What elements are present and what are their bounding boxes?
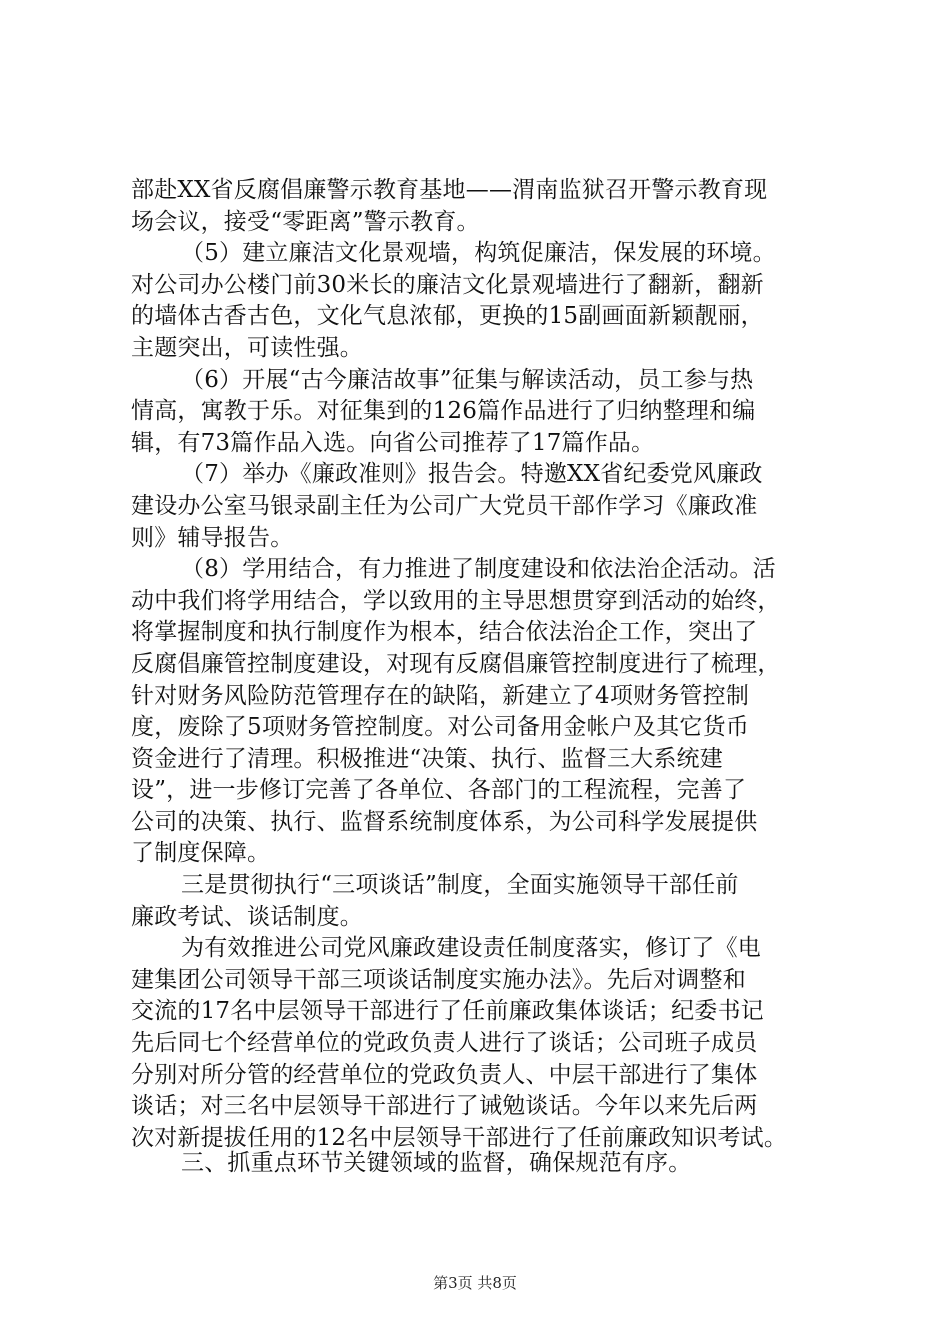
paragraph-line: 交流的17名中层领导干部进行了任前廉政集体谈话；纪委书记	[131, 998, 764, 1025]
document-body	[131, 175, 831, 1154]
paragraph-line: 设”，进一步修订完善了各单位、各部门的工程流程，完善了	[131, 777, 747, 804]
paragraph-line: 将掌握制度和执行制度作为根本，结合依法治企工作，突出了	[131, 619, 758, 646]
paragraph-line: 为有效推进公司党风廉政建设责任制度落实，修订了《电	[181, 935, 761, 962]
paragraph-line: （5）建立廉洁文化景观墙，构筑促廉洁，保发展的环境。	[181, 240, 776, 267]
paragraph-line: （8）学用结合，有力推进了制度建设和依法治企活动。活	[181, 556, 776, 583]
paragraph-line: 资金进行了清理。积极推进“决策、执行、监督三大系统建	[131, 745, 723, 772]
paragraph-line: 的墙体古香古色，文化气息浓郁，更换的15副画面新颖靓丽，	[131, 303, 764, 330]
paragraph-line: （6）开展“古今廉洁故事”征集与解读活动，员工参与热	[181, 366, 754, 393]
paragraph-line: 了制度保障。	[131, 840, 271, 867]
paragraph-line: （7）举办《廉政准则》报告会。特邀XX省纪委党风廉政	[181, 461, 763, 488]
paragraph-line: 部赴XX省反腐倡廉警示教育基地——渭南监狱召开警示教育现	[131, 177, 768, 203]
paragraph-line: 辑，有73篇作品入选。向省公司推荐了17篇作品。	[131, 429, 655, 456]
paragraph-line: 谈话；对三名中层领导干部进行了诫勉谈话。今年以来先后两	[131, 1093, 758, 1120]
paragraph-line: 公司的决策、执行、监督系统制度体系，为公司科学发展提供	[131, 808, 758, 835]
paragraph-line: 主题突出，可读性强。	[131, 334, 363, 361]
paragraph-line: 廉政考试、谈话制度。	[131, 903, 363, 930]
paragraph-line: 建集团公司领导干部三项谈话制度实施办法》。先后对调整和	[131, 966, 746, 993]
paragraph-line: 反腐倡廉管控制度建设，对现有反腐倡廉管控制度进行了梳理，	[131, 650, 781, 677]
paragraph-line: 分别对所分管的经营单位的党政负责人、中层干部进行了集体	[131, 1061, 758, 1088]
paragraph-line: 度，废除了5项财务管控制度。对公司备用金帐户及其它货币	[131, 714, 750, 741]
paragraph-line: 次对新提拔任用的12名中层领导干部进行了任前廉政知识考试。	[131, 1124, 788, 1151]
paragraph-line: 先后同七个经营单位的党政负责人进行了谈话；公司班子成员	[131, 1030, 758, 1057]
paragraph-line: 三是贯彻执行“三项谈话”制度，全面实施领导干部任前	[181, 872, 739, 899]
page-number-footer: 第3页 共8页	[433, 1274, 517, 1292]
paragraph-line: 针对财务风险防范管理存在的缺陷，新建立了4项财务管控制	[131, 682, 750, 709]
paragraph-line: 建设办公室马银录副主任为公司广大党员干部作学习《廉政准	[131, 492, 758, 519]
paragraph-line: 对公司办公楼门前30米长的廉洁文化景观墙进行了翻新，翻新	[131, 271, 764, 298]
paragraph-line: 场会议，接受“零距离”警示教育。	[131, 208, 480, 235]
paragraph-line: 则》辅导报告。	[131, 524, 294, 551]
section-heading: 三、抓重点环节关键领域的监督，确保规范有序。	[181, 1150, 692, 1176]
paragraph-line: 情高，寓教于乐。对征集到的126篇作品进行了归纳整理和编	[131, 398, 756, 425]
paragraph-line: 动中我们将学用结合，学以致用的主导思想贯穿到活动的始终，	[131, 587, 781, 614]
